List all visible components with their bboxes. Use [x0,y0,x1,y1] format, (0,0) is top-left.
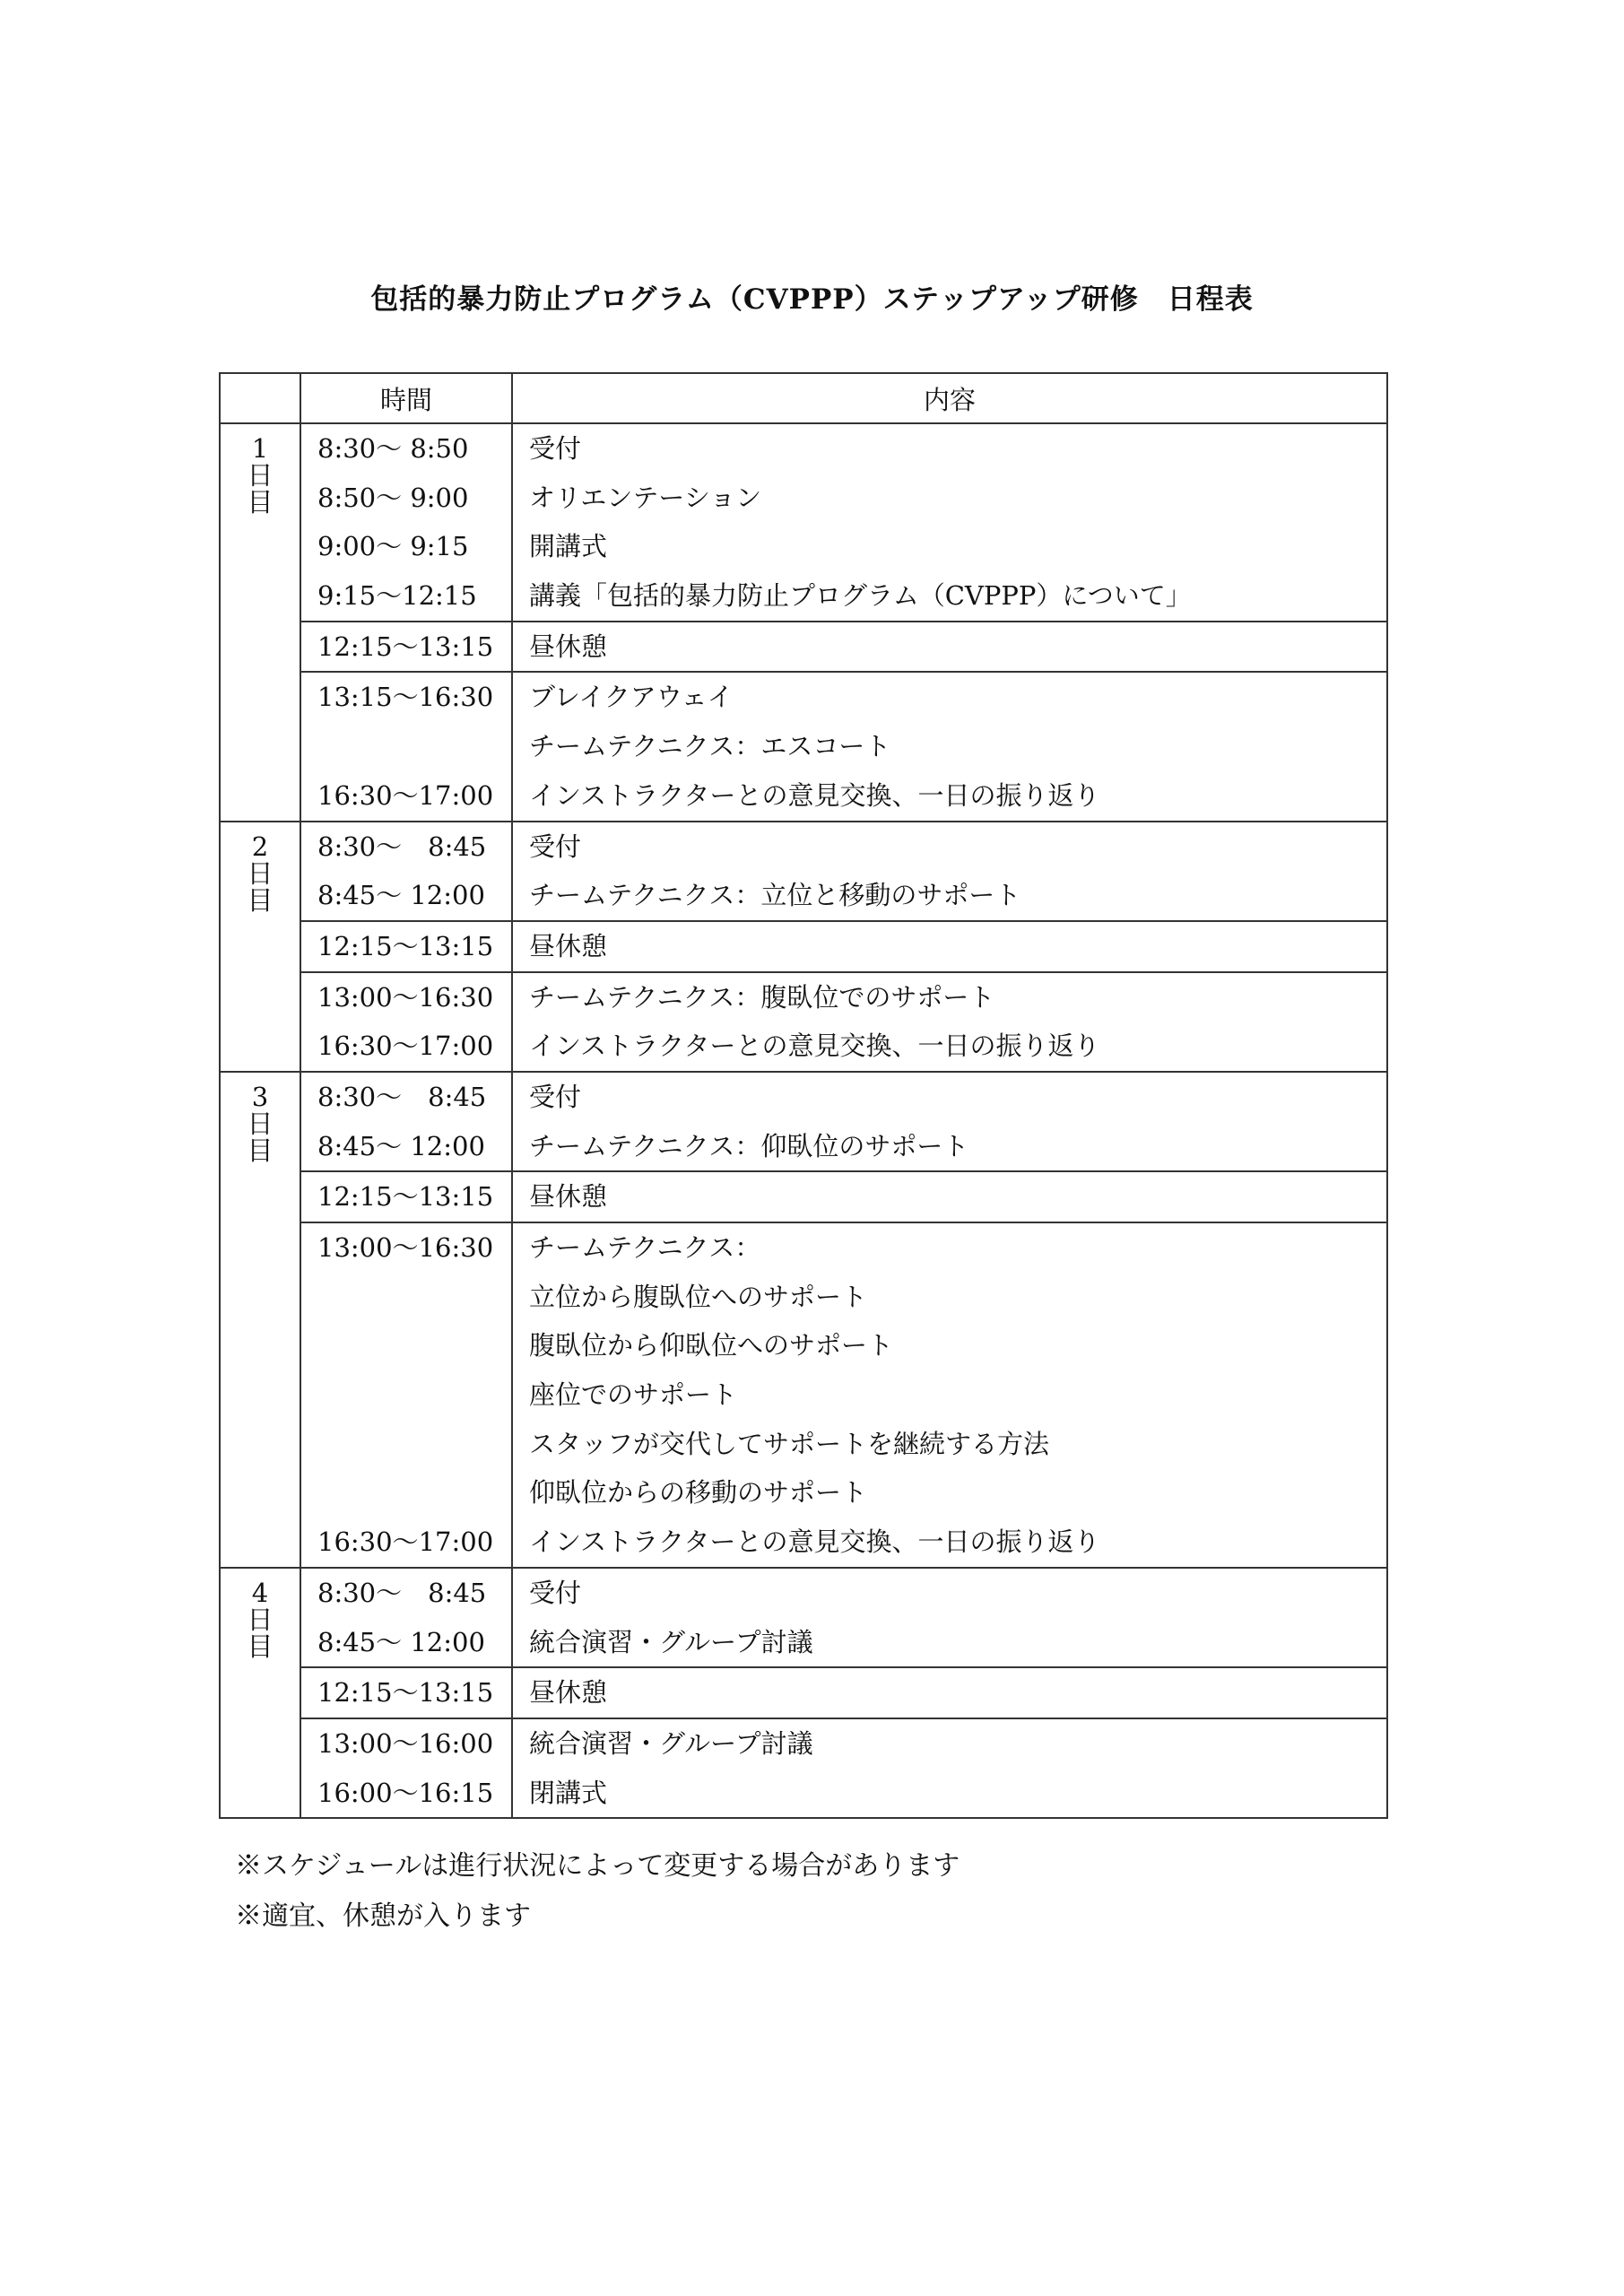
table-row [220,1072,1387,1171]
time-line [301,1370,511,1420]
time-line [301,722,511,771]
content-line: チームテクニクス：エスコート [529,731,891,762]
footnote: ※スケジュールは進行状況によって変更する場合があります [235,1850,960,1882]
content-line: 統合演習・グループ討議 [529,1626,813,1657]
table-row [220,972,1387,1072]
schedule-body [220,423,1387,1818]
time-line: 8:50～ 9:00 [317,482,469,513]
day-label: 3日目 [247,1081,274,1166]
time-line [301,1273,511,1322]
content-line: チームテクニクス： [529,1232,761,1263]
time-line: 12:15～13:15 [317,631,494,662]
day-label: 1日目 [247,433,274,517]
time-line: 16:00～16:15 [317,1777,494,1808]
time-line: 9:15～12:15 [317,580,477,612]
content-line: チームテクニクス：仰臥位のサポート [529,1130,969,1161]
content-line: 閉講式 [529,1777,608,1808]
header-day [220,373,300,423]
content-cell [512,972,1387,1072]
time-cell [300,1171,512,1222]
time-line: 8:45～ 12:00 [317,1626,485,1657]
time-line: 8:45～ 12:00 [317,880,485,911]
content-line: 立位から腹臥位へのサポート [529,1281,868,1312]
table-row [220,423,1387,622]
time-line: 8:45～ 12:00 [317,1130,485,1161]
content-line: 受付 [529,433,582,464]
content-cell [512,1568,1387,1667]
time-line: 8:30～ 8:45 [317,1081,487,1112]
time-cell [300,1568,512,1667]
content-line: 座位でのサポート [529,1379,738,1411]
day-cell [220,822,300,1072]
content-line: スタッフが交代してサポートを継続する方法 [529,1428,1050,1459]
content-line: 受付 [529,831,582,862]
time-cell [300,423,512,622]
table-row [220,622,1387,673]
content-line: 昼休憩 [529,631,608,662]
content-line: ブレイクアウェイ [529,682,734,713]
content-line: 腹臥位から仰臥位へのサポート [529,1330,894,1361]
table-row [220,822,1387,921]
time-cell [300,1072,512,1171]
content-line: 仰臥位からの移動のサポート [529,1477,868,1509]
table-row [220,1171,1387,1222]
footnote: ※適宜、休憩が入ります [235,1900,531,1932]
table-header-row [220,373,1387,423]
day-cell [220,1568,300,1818]
content-cell [512,1171,1387,1222]
table-row [220,921,1387,972]
time-cell [300,1667,512,1718]
day-cell [220,1072,300,1568]
time-line: 12:15～13:15 [317,1677,494,1709]
header-time: 時間 [300,373,512,423]
content-line: 統合演習・グループ討議 [529,1727,813,1759]
time-line [301,1420,511,1469]
time-line: 13:00～16:00 [317,1727,494,1759]
content-line: インストラクターとの意見交換、一日の振り返り [529,779,1100,811]
time-line: 8:30～ 8:45 [317,1577,487,1608]
time-cell [300,622,512,673]
day-label: 2日目 [247,831,274,916]
time-line: 13:00～16:30 [317,1232,494,1263]
time-line: 12:15～13:15 [317,1181,494,1213]
day-cell [220,423,300,822]
content-cell [512,921,1387,972]
content-line: 昼休憩 [529,1677,608,1709]
time-cell [300,972,512,1072]
content-cell [512,1667,1387,1718]
time-line: 8:30～ 8:50 [317,433,469,464]
content-line: チームテクニクス：立位と移動のサポート [529,880,1021,911]
table-row [220,1667,1387,1718]
content-line: 講義「包括的暴力防止プログラム（CVPPP）について」 [529,580,1192,612]
content-cell [512,1072,1387,1171]
content-line: 開講式 [529,531,608,562]
footnotes [235,1841,960,1942]
time-cell [300,672,512,821]
content-cell [512,822,1387,921]
content-line: 昼休憩 [529,930,608,961]
time-line: 16:30～17:00 [317,1526,494,1558]
table-row [220,1222,1387,1568]
time-line: 8:30～ 8:45 [317,831,487,862]
time-cell [300,822,512,921]
table-row [220,1568,1387,1667]
schedule-table [219,372,1388,1819]
time-line: 16:30～17:00 [317,779,494,811]
time-line: 13:15～16:30 [317,682,494,713]
content-line: インストラクターとの意見交換、一日の振り返り [529,1031,1100,1062]
content-line: インストラクターとの意見交換、一日の振り返り [529,1526,1100,1558]
table-row [220,672,1387,821]
content-cell [512,672,1387,821]
time-cell [300,921,512,972]
header-content: 内容 [512,373,1387,423]
table-row [220,1718,1387,1818]
content-line: 昼休憩 [529,1181,608,1213]
time-line [301,1321,511,1370]
time-cell [300,1222,512,1568]
content-cell [512,1718,1387,1818]
content-line: チームテクニクス：腹臥位でのサポート [529,981,995,1013]
content-cell [512,423,1387,622]
time-cell [300,1718,512,1818]
content-cell [512,1222,1387,1568]
content-line: オリエンテーション [529,482,762,513]
time-line: 9:00～ 9:15 [317,531,469,562]
page-title: 包括的暴力防止プログラム（CVPPP）ステップアップ研修 日程表 [370,283,1254,316]
time-line: 13:00～16:30 [317,981,494,1013]
content-cell [512,622,1387,673]
time-line: 16:30～17:00 [317,1031,494,1062]
content-line: 受付 [529,1577,582,1608]
content-line: 受付 [529,1081,582,1112]
time-line: 12:15～13:15 [317,930,494,961]
time-line [301,1468,511,1518]
day-label: 4日目 [247,1577,274,1662]
